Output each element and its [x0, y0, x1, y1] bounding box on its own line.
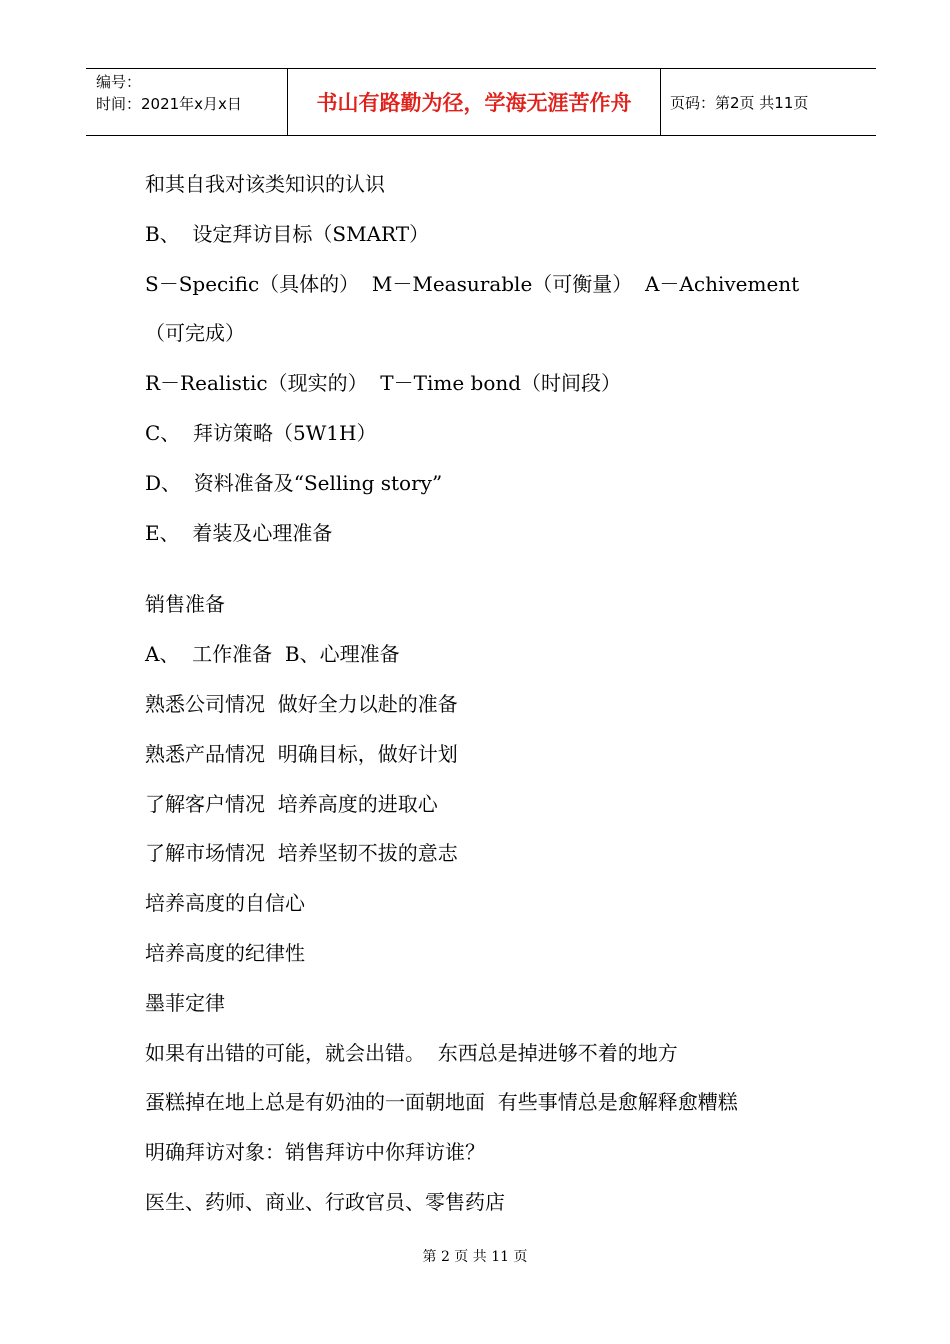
text-line: 熟悉公司情况 做好全力以赴的准备 [145, 691, 458, 716]
text-line: E、 着装及心理准备 [145, 520, 333, 545]
text-line: C、 拜访策略（5W1H） [145, 420, 377, 445]
text-line: 蛋糕掉在地上总是有奶油的一面朝地面 有些事情总是愈解释愈糟糕 [145, 1090, 738, 1115]
text-line: S－Specific（具体的） M－Measurable（可衡量） A－Achivement [145, 271, 800, 296]
text-line: 熟悉产品情况 明确目标，做好计划 [145, 741, 458, 766]
text-line: 明确拜访对象：销售拜访中你拜访谁？ [145, 1140, 485, 1165]
text-line: D、 资料准备及“Selling story” [145, 470, 443, 495]
body-group-a [145, 166, 845, 564]
text-line: 如果有出错的可能，就会出错。 东西总是掉进够不着的地方 [145, 1040, 678, 1065]
page-footer: 第 2 页 共 11 页 [422, 1249, 528, 1265]
text-line: R－Realistic（现实的） T－Time bond（时间段） [145, 371, 622, 396]
text-line: 销售准备 [145, 592, 225, 617]
document-body [145, 166, 845, 1234]
text-line: 医生、药师、商业、行政官员、零售药店 [145, 1189, 505, 1214]
time-label: 时间：2021年x月x日 [96, 95, 242, 113]
text-line: 和其自我对该类知识的认识 [145, 172, 385, 196]
header-motto: 书山有路勤为径，学海无涯苦作舟 [288, 69, 661, 135]
text-line: A、 工作准备 B、心理准备 [145, 642, 400, 667]
text-line: 培养高度的纪律性 [145, 940, 305, 965]
text-line: B、 设定拜访目标（SMART） [145, 221, 430, 246]
text-line: （可完成） [145, 321, 245, 346]
header-table [86, 68, 876, 136]
paragraph-gap [145, 564, 845, 586]
body-group-b [145, 586, 845, 1233]
header-page-info: 页码：第2页 共11页 [670, 93, 809, 112]
text-line: 了解客户情况 培养高度的进取心 [145, 791, 438, 816]
text-line: 了解市场情况 培养坚韧不拔的意志 [145, 841, 458, 866]
header-meta [86, 69, 288, 135]
text-line: 培养高度的自信心 [145, 891, 305, 916]
text-line: 墨菲定律 [145, 990, 225, 1015]
number-label: 编号： [96, 73, 142, 91]
